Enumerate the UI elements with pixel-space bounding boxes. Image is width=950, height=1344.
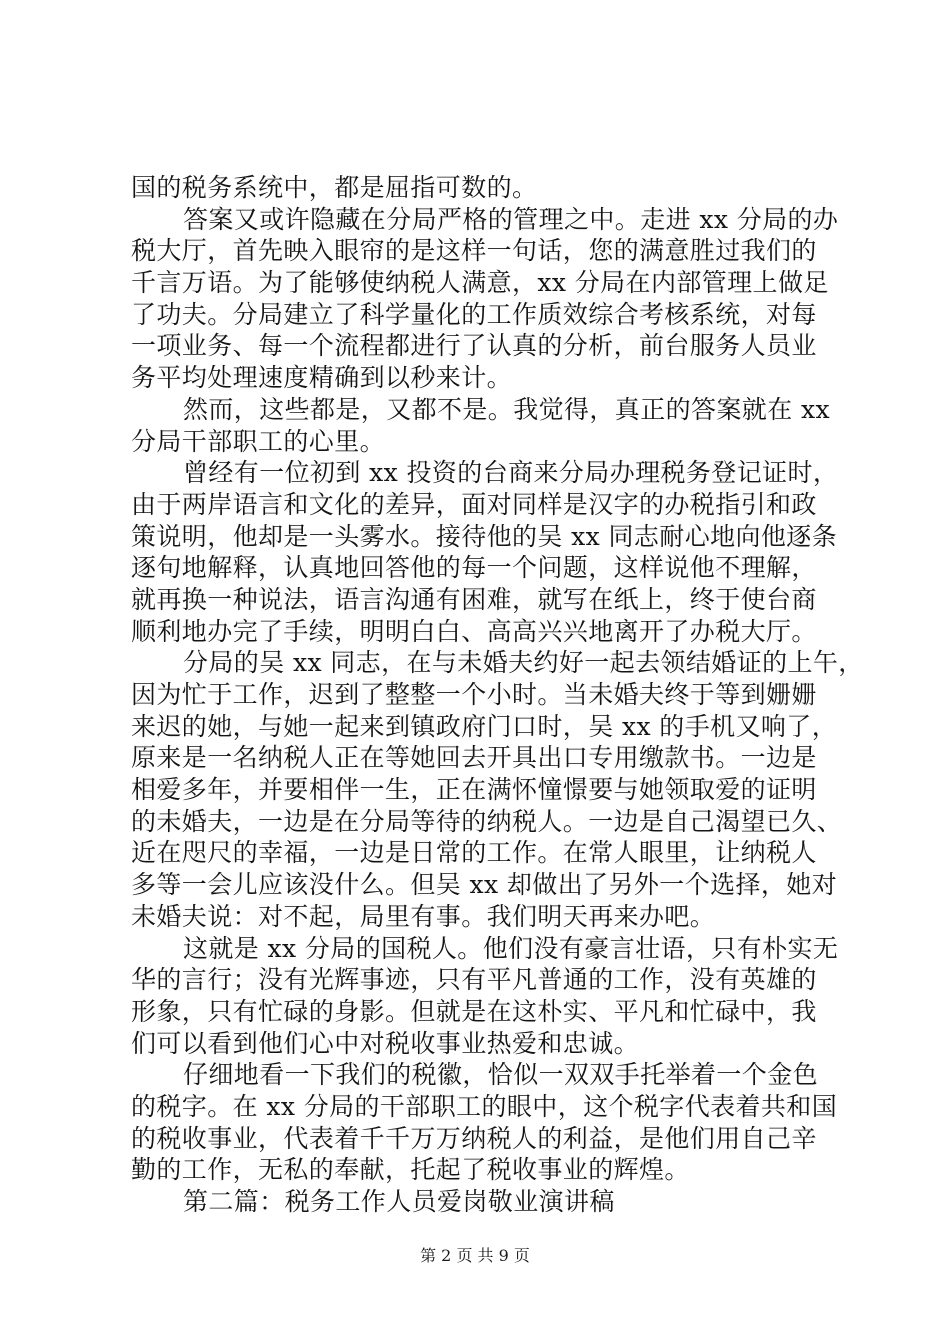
text-line: 千言万语。为了能够使纳税人满意，xx 分局在内部管理上做足: [131, 268, 829, 298]
text-line: 一项业务、每一个流程都进行了认真的分析，前台服务人员业: [131, 331, 817, 361]
text-line: 就再换一种说法，语言沟通有困难，就写在纸上，终于使台商: [131, 584, 817, 614]
text-line: 多等一会儿应该没什么。但吴 xx 却做出了另外一个选择，她对: [131, 870, 838, 900]
text-line: 税大厅，首先映入眼帘的是这样一句话，您的满意胜过我们的: [131, 236, 817, 266]
text-line: 原来是一名纳税人正在等她回去开具出口专用缴款书。一边是: [131, 743, 817, 773]
text-line: 的税字。在 xx 分局的干部职工的眼中，这个税字代表着共和国: [131, 1091, 838, 1121]
text-line: 策说明，他却是一头雾水。接待他的吴 xx 同志耐心地向他逐条: [131, 521, 838, 551]
text-line: 分局的吴 xx 同志，在与未婚夫约好一起去领结婚证的上午，: [183, 648, 864, 678]
text-line: 仔细地看一下我们的税徽，恰似一双双手托举着一个金色: [183, 1060, 819, 1090]
text-line: 这就是 xx 分局的国税人。他们没有豪言壮语，只有朴实无: [183, 933, 839, 963]
text-line: 近在咫尺的幸福，一边是日常的工作。在常人眼里，让纳税人: [131, 838, 817, 868]
text-line: 答案又或许隐藏在分局严格的管理之中。走进 xx 分局的办: [183, 204, 839, 234]
text-line: 来迟的她，与她一起来到镇政府门口时，吴 xx 的手机又响了，: [131, 711, 838, 741]
page-number-label: 第 2 页 共 9 页: [420, 1246, 530, 1265]
text-line: 了功夫。分局建立了科学量化的工作质效综合考核系统，对每: [131, 299, 817, 329]
text-line: 的税收事业，代表着千千万万纳税人的利益，是他们用自己辛: [131, 1123, 817, 1153]
text-line: 相爱多年，并要相伴一生，正在满怀憧憬要与她领取爱的证明: [131, 775, 817, 805]
text-line: 因为忙于工作，迟到了整整一个小时。当未婚夫终于等到姗姗: [131, 680, 817, 709]
text-line: 华的言行；没有光辉事迹，只有平凡普通的工作，没有英雄的: [131, 965, 817, 995]
text-line: 顺利地办完了手续，明明白白、高高兴兴地离开了办税大厅。: [131, 616, 817, 646]
text-line: 由于两岸语言和文化的差异，面对同样是汉字的办税指引和政: [131, 489, 817, 519]
document-body: [131, 172, 864, 1218]
page-footer: [0, 1246, 950, 1266]
text-line: 勤的工作，无私的奉献，托起了税收事业的辉煌。: [131, 1155, 690, 1185]
text-line: 形象，只有忙碌的身影。但就是在这朴实、平凡和忙碌中，我: [131, 996, 817, 1026]
text-line: 们可以看到他们心中对税收事业热爱和忠诚。: [131, 1028, 640, 1058]
text-line: 国的税务系统中，都是屈指可数的。: [131, 173, 538, 202]
text-line: 务平均处理速度精确到以秒来计。: [131, 363, 513, 393]
text-line: 曾经有一位初到 xx 投资的台商来分局办理税务登记证时，: [183, 458, 839, 488]
text-line: 分局干部职工的心里。: [131, 426, 386, 456]
text-line: 然而，这些都是，又都不是。我觉得，真正的答案就在 xx: [183, 394, 830, 424]
text-line: 逐句地解释，认真地回答他的每一个问题，这样说他不理解，: [131, 553, 817, 583]
text-line: 的未婚夫，一边是在分局等待的纳税人。一边是自己渴望已久、: [131, 806, 843, 836]
text-line: 第二篇：税务工作人员爱岗敬业演讲稿: [183, 1187, 615, 1216]
text-line: 未婚夫说：对不起，局里有事。我们明天再来办吧。: [131, 901, 716, 931]
